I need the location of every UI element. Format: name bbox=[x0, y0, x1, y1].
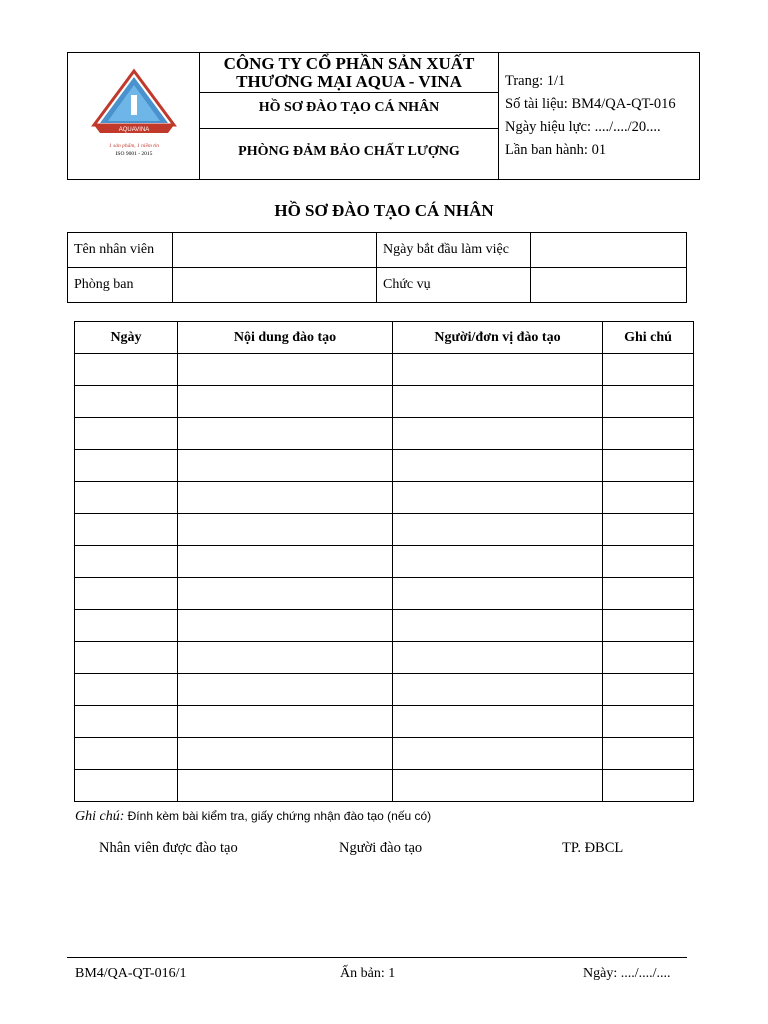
signature-employee: Nhân viên được đào tạo bbox=[99, 840, 238, 856]
content-cell[interactable] bbox=[178, 674, 393, 706]
content-cell[interactable] bbox=[178, 706, 393, 738]
table-row bbox=[75, 546, 694, 578]
company-line-2: THƯƠNG MẠI AQUA - VINA bbox=[236, 72, 462, 91]
company-line-1: CÔNG TY CỔ PHẦN SẢN XUẤT bbox=[223, 54, 475, 73]
table-row bbox=[75, 514, 694, 546]
header-divider bbox=[199, 92, 498, 93]
content-cell[interactable] bbox=[178, 578, 393, 610]
department-label: Phòng ban bbox=[68, 268, 173, 303]
logo-text: AQUAVINA bbox=[118, 127, 150, 133]
note bbox=[75, 808, 431, 825]
trainer-cell[interactable] bbox=[393, 482, 603, 514]
content-cell[interactable] bbox=[178, 482, 393, 514]
table-row bbox=[75, 706, 694, 738]
note-cell[interactable] bbox=[603, 482, 694, 514]
content-cell[interactable] bbox=[178, 450, 393, 482]
trainer-cell[interactable] bbox=[393, 610, 603, 642]
effective-date: Ngày hiệu lực: ..../..../20.... bbox=[505, 119, 661, 135]
content-cell[interactable] bbox=[178, 354, 393, 386]
table-row bbox=[75, 674, 694, 706]
note-cell[interactable] bbox=[603, 418, 694, 450]
note-cell[interactable] bbox=[603, 578, 694, 610]
date-cell[interactable] bbox=[75, 738, 178, 770]
note-cell[interactable] bbox=[603, 354, 694, 386]
note-cell[interactable] bbox=[603, 706, 694, 738]
note-cell[interactable] bbox=[603, 386, 694, 418]
content-cell[interactable] bbox=[178, 546, 393, 578]
table-row bbox=[68, 233, 687, 268]
employee-name-field[interactable] bbox=[173, 233, 377, 268]
trainer-cell[interactable] bbox=[393, 706, 603, 738]
table-row bbox=[75, 610, 694, 642]
trainer-cell[interactable] bbox=[393, 354, 603, 386]
date-cell[interactable] bbox=[75, 546, 178, 578]
footer-code: BM4/QA-QT-016/1 bbox=[75, 966, 187, 981]
date-cell[interactable] bbox=[75, 578, 178, 610]
aquavina-logo bbox=[88, 67, 180, 171]
table-row bbox=[75, 418, 694, 450]
note-text: Đính kèm bài kiểm tra, giấy chứng nhận đào tạo (nếu có) bbox=[127, 809, 432, 823]
footer-divider bbox=[67, 957, 687, 958]
signature-head: TP. ĐBCL bbox=[562, 840, 624, 856]
date-cell[interactable] bbox=[75, 610, 178, 642]
date-cell[interactable] bbox=[75, 642, 178, 674]
department-name: PHÒNG ĐẢM BẢO CHẤT LƯỢNG bbox=[238, 144, 460, 159]
trainer-cell[interactable] bbox=[393, 578, 603, 610]
col-header-date: Ngày bbox=[75, 322, 178, 354]
note-cell[interactable] bbox=[603, 674, 694, 706]
employee-info-table bbox=[67, 232, 687, 303]
company-name bbox=[200, 55, 498, 91]
document-header bbox=[67, 52, 700, 180]
training-table-body bbox=[75, 354, 694, 802]
record-title: HỒ SƠ ĐÀO TẠO CÁ NHÂN bbox=[258, 100, 440, 115]
table-row bbox=[75, 450, 694, 482]
trainer-cell[interactable] bbox=[393, 738, 603, 770]
issue-number: Lần ban hành: 01 bbox=[505, 142, 607, 158]
date-cell[interactable] bbox=[75, 450, 178, 482]
footer-date: Ngày: ..../..../.... bbox=[583, 966, 671, 981]
start-date-field[interactable] bbox=[531, 233, 687, 268]
table-row bbox=[75, 386, 694, 418]
note-cell[interactable] bbox=[603, 642, 694, 674]
col-header-trainer: Người/đơn vị đào tạo bbox=[393, 322, 603, 354]
document-meta bbox=[505, 70, 676, 162]
trainer-cell[interactable] bbox=[393, 546, 603, 578]
trainer-cell[interactable] bbox=[393, 674, 603, 706]
note-cell[interactable] bbox=[603, 610, 694, 642]
training-table bbox=[74, 321, 694, 802]
content-cell[interactable] bbox=[178, 642, 393, 674]
table-row bbox=[75, 354, 694, 386]
table-header-row bbox=[75, 322, 694, 354]
page-number: Trang: 1/1 bbox=[505, 73, 566, 89]
department-field[interactable] bbox=[173, 268, 377, 303]
date-cell[interactable] bbox=[75, 514, 178, 546]
note-cell[interactable] bbox=[603, 770, 694, 802]
note-label: Ghi chú: bbox=[75, 809, 125, 824]
note-cell[interactable] bbox=[603, 738, 694, 770]
footer-edition: Ấn bản: 1 bbox=[340, 966, 396, 981]
content-cell[interactable] bbox=[178, 770, 393, 802]
content-cell[interactable] bbox=[178, 738, 393, 770]
doc-number: Số tài liệu: BM4/QA-QT-016 bbox=[505, 96, 676, 112]
page-title: HỒ SƠ ĐÀO TẠO CÁ NHÂN bbox=[274, 201, 494, 220]
position-label: Chức vụ bbox=[377, 268, 531, 303]
logo-iso: ISO 9001 - 2015 bbox=[115, 151, 153, 157]
trainer-cell[interactable] bbox=[393, 418, 603, 450]
content-cell[interactable] bbox=[178, 610, 393, 642]
content-cell[interactable] bbox=[178, 514, 393, 546]
trainer-cell[interactable] bbox=[393, 450, 603, 482]
note-cell[interactable] bbox=[603, 514, 694, 546]
date-cell[interactable] bbox=[75, 482, 178, 514]
table-row bbox=[75, 482, 694, 514]
note-cell[interactable] bbox=[603, 546, 694, 578]
date-cell[interactable] bbox=[75, 418, 178, 450]
table-row bbox=[75, 738, 694, 770]
table-row bbox=[68, 268, 687, 303]
logo-slogan: 1 sản phẩm, 1 niềm tin bbox=[108, 143, 160, 149]
date-cell[interactable] bbox=[75, 706, 178, 738]
trainer-cell[interactable] bbox=[393, 642, 603, 674]
position-field[interactable] bbox=[531, 268, 687, 303]
note-cell[interactable] bbox=[603, 450, 694, 482]
signature-trainer: Người đào tạo bbox=[339, 840, 423, 856]
employee-name-label: Tên nhân viên bbox=[68, 233, 173, 268]
content-cell[interactable] bbox=[178, 386, 393, 418]
table-row bbox=[75, 578, 694, 610]
table-row bbox=[75, 642, 694, 674]
trainer-cell[interactable] bbox=[393, 770, 603, 802]
trainer-cell[interactable] bbox=[393, 386, 603, 418]
col-header-content: Nội dung đào tạo bbox=[178, 322, 393, 354]
date-cell[interactable] bbox=[75, 674, 178, 706]
header-divider bbox=[498, 53, 499, 179]
start-date-label: Ngày bắt đầu làm việc bbox=[377, 233, 531, 268]
trainer-cell[interactable] bbox=[393, 514, 603, 546]
date-cell[interactable] bbox=[75, 354, 178, 386]
date-cell[interactable] bbox=[75, 770, 178, 802]
content-cell[interactable] bbox=[178, 418, 393, 450]
date-cell[interactable] bbox=[75, 386, 178, 418]
col-header-note: Ghi chú bbox=[603, 322, 694, 354]
table-row bbox=[75, 770, 694, 802]
header-divider bbox=[199, 128, 498, 129]
